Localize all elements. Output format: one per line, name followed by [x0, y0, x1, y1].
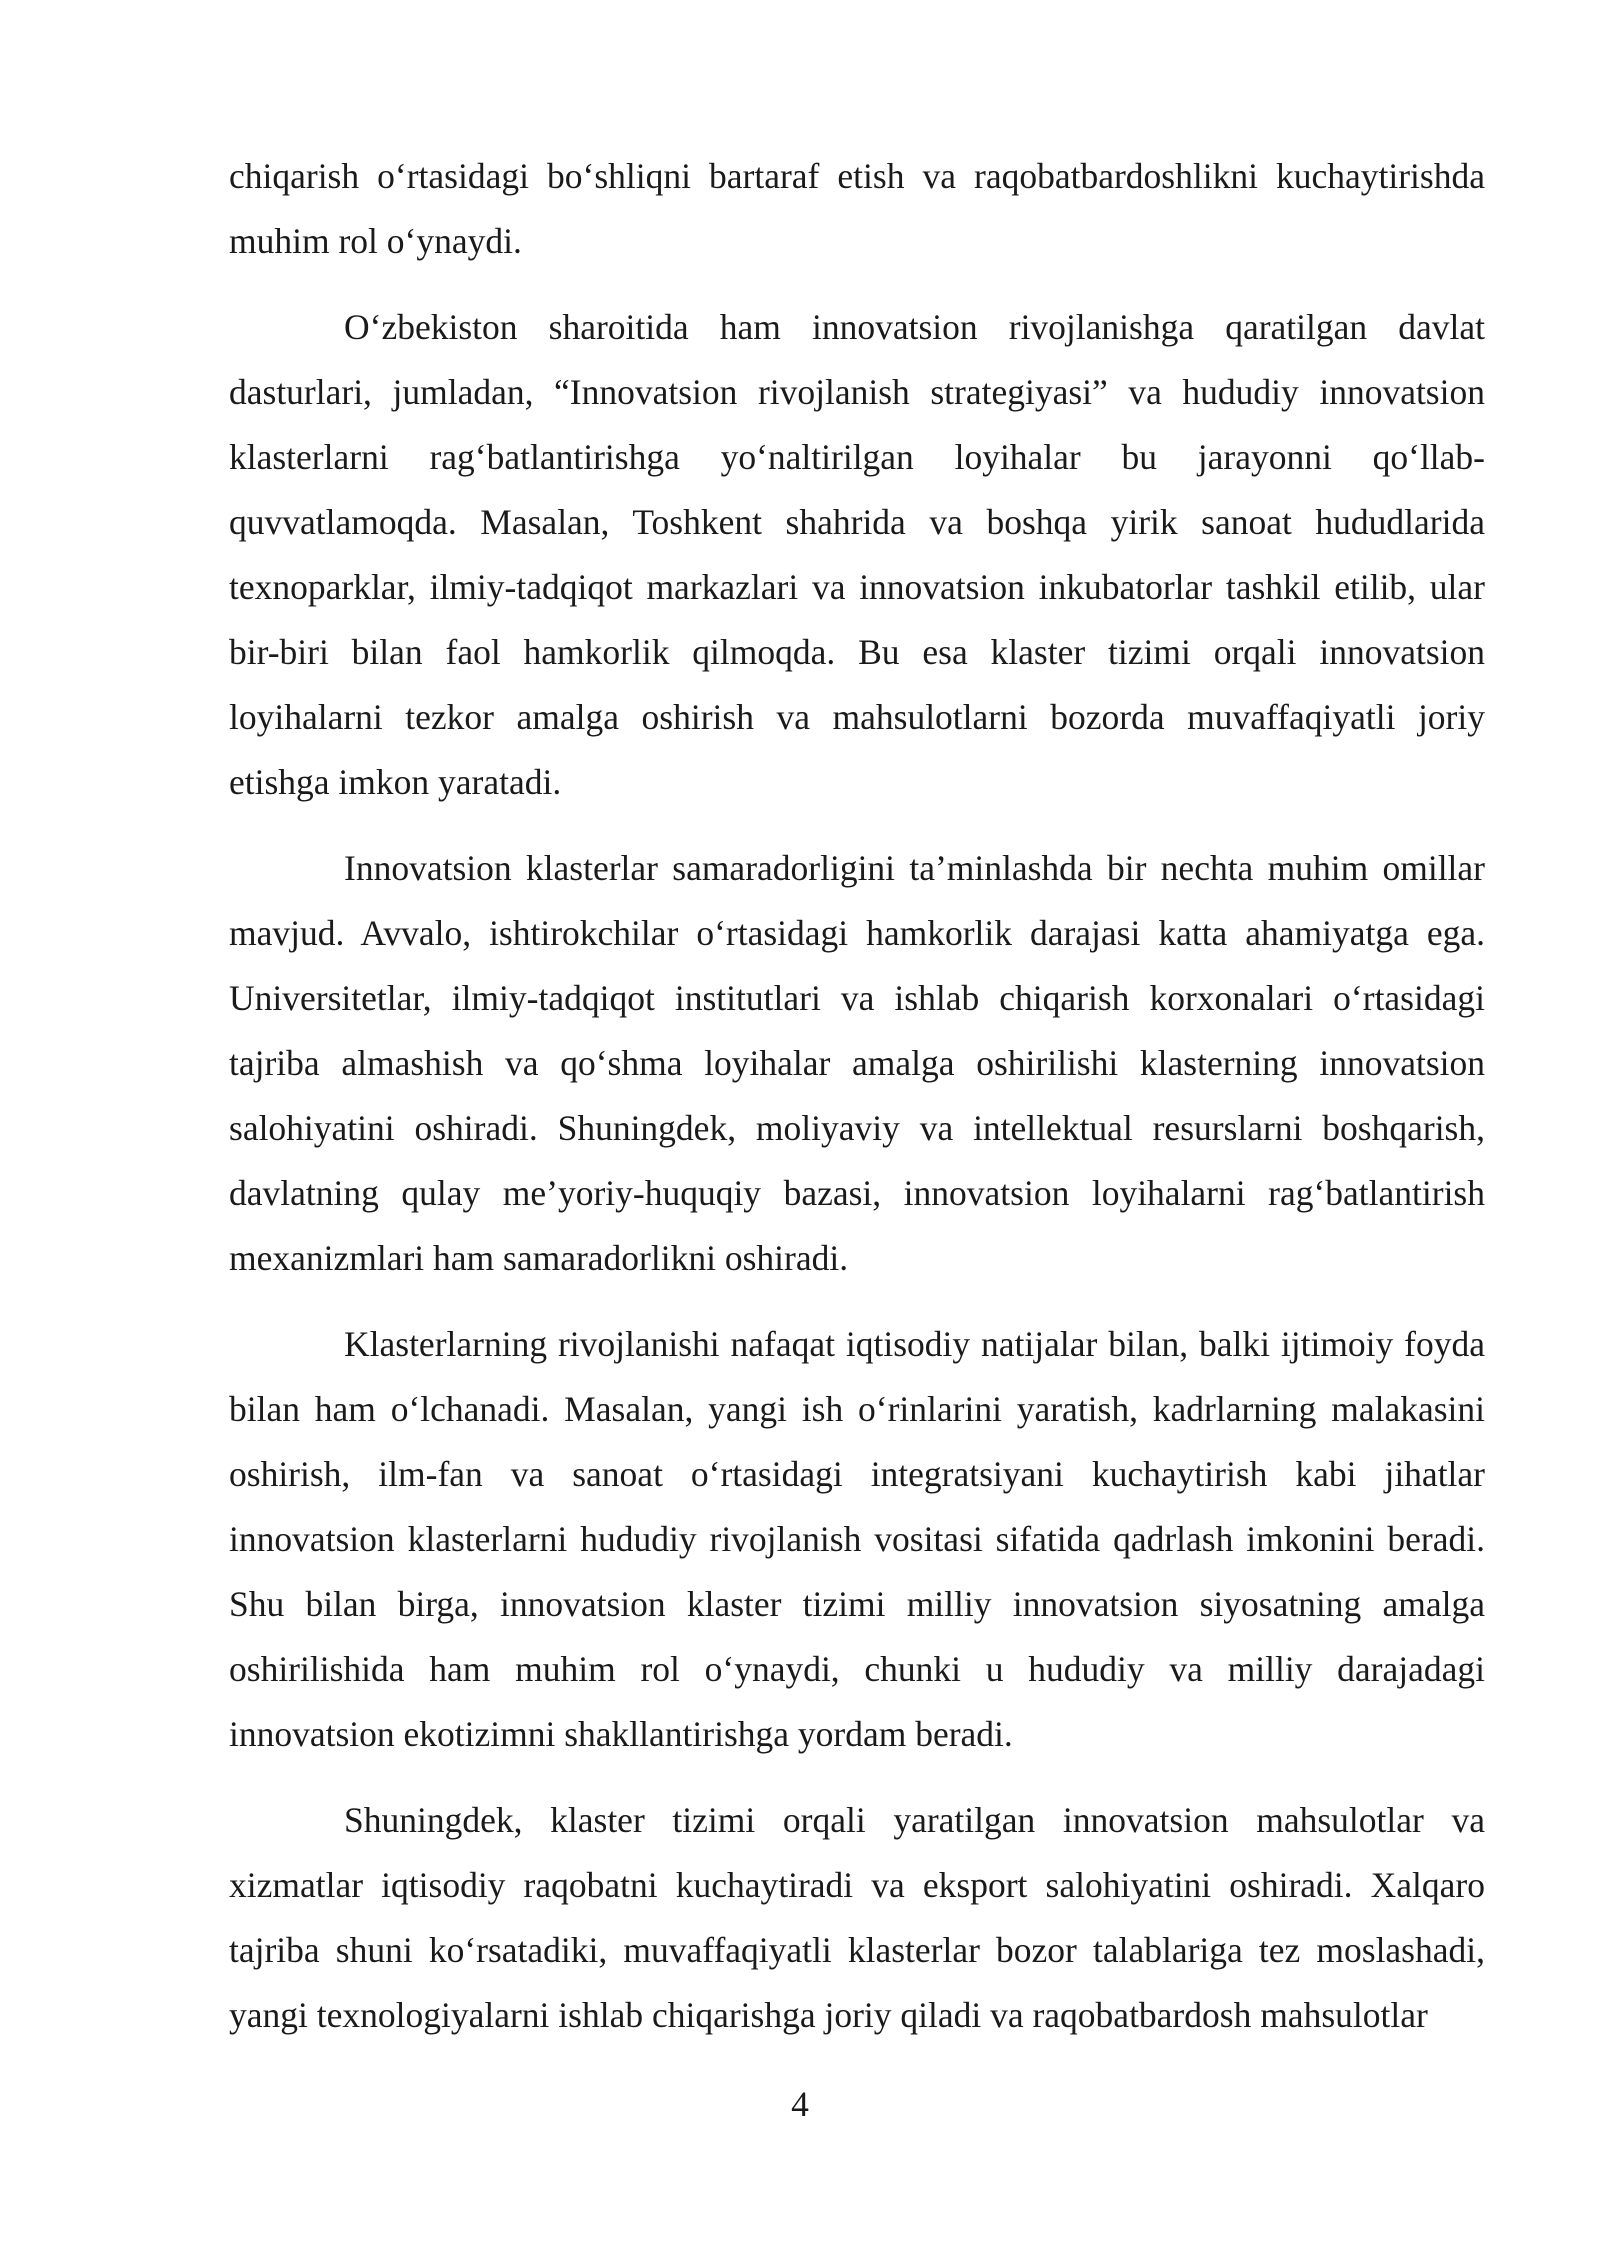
- document-body: [229, 144, 1485, 2048]
- paragraph-uzbekistan-conditions: O‘zbekiston sharoitida ham innovatsion rivojlanishga qaratilgan davlat dasturlari, jumladan, “Innovatsion rivojlanish strategiyasi” va hududiy innovatsion klasterlarni rag‘batlantirishga yo‘naltirilgan loyihalar bu jarayonni qo‘llab-quvvatlamoqda. Masalan, Toshkent shahrida va boshqa yirik sanoat hududlarida texnoparklar, ilmiy-tadqiqot markazlari va innovatsion inkubatorlar tashkil etilib, ular bir-biri bilan faol hamkorlik qilmoqda. Bu esa klaster tizimi orqali innovatsion loyihalarni tezkor amalga oshirish va mahsulotlarni bozorda muvaffaqiyatli joriy etishga imkon yaratadi.: [229, 307, 1485, 802]
- paragraph-continuation: chiqarish o‘rtasidagi bo‘shliqni bartaraf etish va raqobatbardoshlikni kuchaytirishda muhim rol o‘ynaydi.: [229, 156, 1485, 261]
- page-number: 4: [791, 2084, 809, 2124]
- paragraph-innovative-products: Shuningdek, klaster tizimi orqali yaratilgan innovatsion mahsulotlar va xizmatlar iqtisodiy raqobatni kuchaytiradi va eksport salohiyatini oshiradi. Xalqaro tajriba shuni ko‘rsatadiki, muvaffaqiyatli klasterlar bozor talablariga tez moslashadi, yangi texnologiyalarni ishlab chiqarishga joriy qiladi va raqobatbardosh mahsulotlar: [229, 1800, 1485, 2035]
- paragraph-cluster-efficiency: Innovatsion klasterlar samaradorligini ta’minlashda bir nechta muhim omillar mavjud. Avvalo, ishtirokchilar o‘rtasidagi hamkorlik darajasi katta ahamiyatga ega. Universitetlar, ilmiy-tadqiqot institutlari va ishlab chiqarish korxonalari o‘rtasidagi tajriba almashish va qo‘shma loyihalar amalga oshirilishi klasterning innovatsion salohiyatini oshiradi. Shuningdek, moliyaviy va intellektual resurslarni boshqarish, davlatning qulay me’yoriy-huquqiy bazasi, innovatsion loyihalarni rag‘batlantirish mexanizmlari ham samaradorlikni oshiradi.: [229, 848, 1485, 1278]
- paragraph-cluster-development: Klasterlarning rivojlanishi nafaqat iqtisodiy natijalar bilan, balki ijtimoiy foyda bilan ham o‘lchanadi. Masalan, yangi ish o‘rinlarini yaratish, kadrlarning malakasini oshirish, ilm-fan va sanoat o‘rtasidagi integratsiyani kuchaytirish kabi jihatlar innovatsion klasterlarni hududiy rivojlanish vositasi sifatida qadrlash imkonini beradi. Shu bilan birga, innovatsion klaster tizimi milliy innovatsion siyosatning amalga oshirilishida ham muhim rol o‘ynaydi, chunki u hududiy va milliy darajadagi innovatsion ekotizimni shakllantirishga yordam beradi.: [229, 1324, 1485, 1754]
